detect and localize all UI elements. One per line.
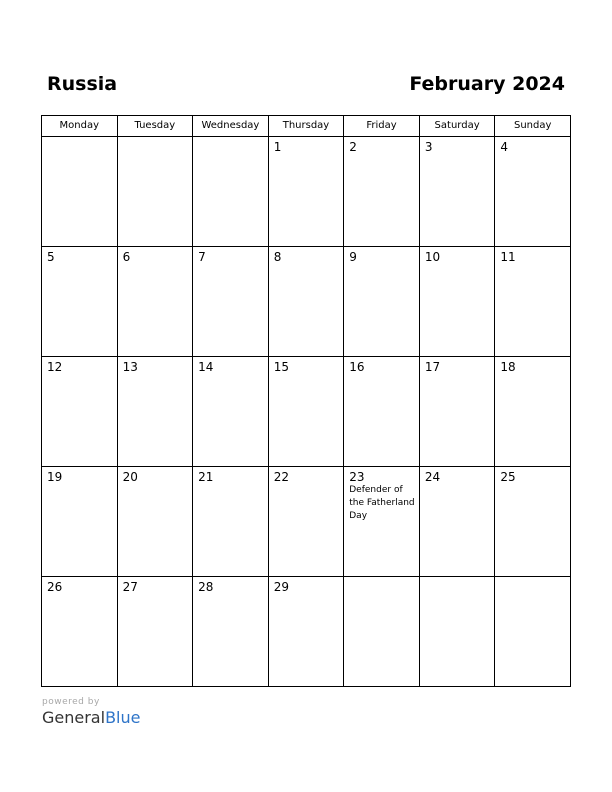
day-cell [344,467,420,577]
weekday-monday: Monday [42,116,118,137]
weekday-thursday: Thursday [268,116,344,137]
day-number: 4 [500,140,509,154]
day-number: 16 [349,360,365,374]
day-number: 7 [198,250,206,264]
day-cell [344,577,420,687]
day-cell [193,577,269,687]
day-cell [344,247,420,357]
day-number: 28 [198,580,214,594]
day-number: 24 [424,470,441,484]
day-cell [419,357,495,467]
brand-blue-text: Blue [105,708,141,727]
day-cell [419,577,495,687]
day-number: 26 [47,580,63,594]
generalblue-logo[interactable] [42,708,182,728]
day-cell [495,247,571,357]
day-cell [419,467,495,577]
day-cell [419,137,495,247]
day-number: 22 [273,470,289,484]
day-number: 11 [500,250,516,264]
brand-general-text: General [42,708,106,727]
day-number: 1 [273,140,282,154]
day-number [495,577,570,580]
day-cell [117,467,193,577]
weekday-header-row [42,116,571,137]
day-number: 2 [349,140,357,154]
calendar-header [41,70,571,100]
day-cell [268,577,344,687]
day-number: 10 [424,250,441,264]
day-cell [344,357,420,467]
day-cell [495,357,571,467]
day-cell [117,577,193,687]
day-cell [193,137,269,247]
month-year-title: February 2024 [409,73,565,95]
day-number: 27 [122,580,138,594]
day-cell [495,467,571,577]
day-cell [117,357,193,467]
day-number [420,577,495,580]
week-row-1 [42,137,571,247]
day-number: 25 [500,470,516,484]
weekday-saturday: Saturday [419,116,495,137]
week-row-4 [42,467,571,577]
day-cell [268,247,344,357]
day-cell [268,137,344,247]
holiday-label: Defender of the Fatherland Day [349,485,415,521]
calendar-grid [41,115,571,689]
day-cell [42,247,118,357]
day-cell [268,357,344,467]
day-number: 12 [47,360,63,374]
week-row-3 [42,357,571,467]
week-row-5 [42,577,571,687]
weekday-wednesday: Wednesday [193,116,269,137]
day-number: 5 [47,250,55,264]
day-cell [193,467,269,577]
day-number: 15 [273,360,289,374]
calendar-table [41,115,571,687]
day-cell [495,137,571,247]
day-cell [117,247,193,357]
day-cell [193,357,269,467]
day-cell [42,137,118,247]
branding-footer [42,696,182,732]
day-number: 8 [273,250,282,264]
day-cell [117,137,193,247]
day-number [193,137,268,140]
day-cell [344,137,420,247]
country-title: Russia [47,73,118,95]
weekday-friday: Friday [344,116,420,137]
day-number: 14 [198,360,214,374]
day-number: 23 [349,470,365,484]
week-row-2 [42,247,571,357]
day-number: 17 [424,360,441,374]
weekday-sunday: Sunday [495,116,571,137]
day-number: 3 [424,140,433,154]
day-number: 21 [198,470,214,484]
day-cell [268,467,344,577]
day-number: 29 [273,580,289,594]
day-cell [419,247,495,357]
day-cell [193,247,269,357]
powered-by-text: powered by [42,697,100,707]
day-number: 6 [122,250,131,264]
day-cell [42,577,118,687]
day-number: 9 [349,250,357,264]
day-cell [42,467,118,577]
day-number: 20 [122,470,138,484]
day-number [42,137,117,140]
day-number [118,137,193,140]
day-cell [495,577,571,687]
day-number: 13 [122,360,138,374]
day-number: 19 [47,470,63,484]
weekday-tuesday: Tuesday [117,116,193,137]
day-cell [42,357,118,467]
day-number: 18 [500,360,516,374]
day-number [344,577,419,580]
